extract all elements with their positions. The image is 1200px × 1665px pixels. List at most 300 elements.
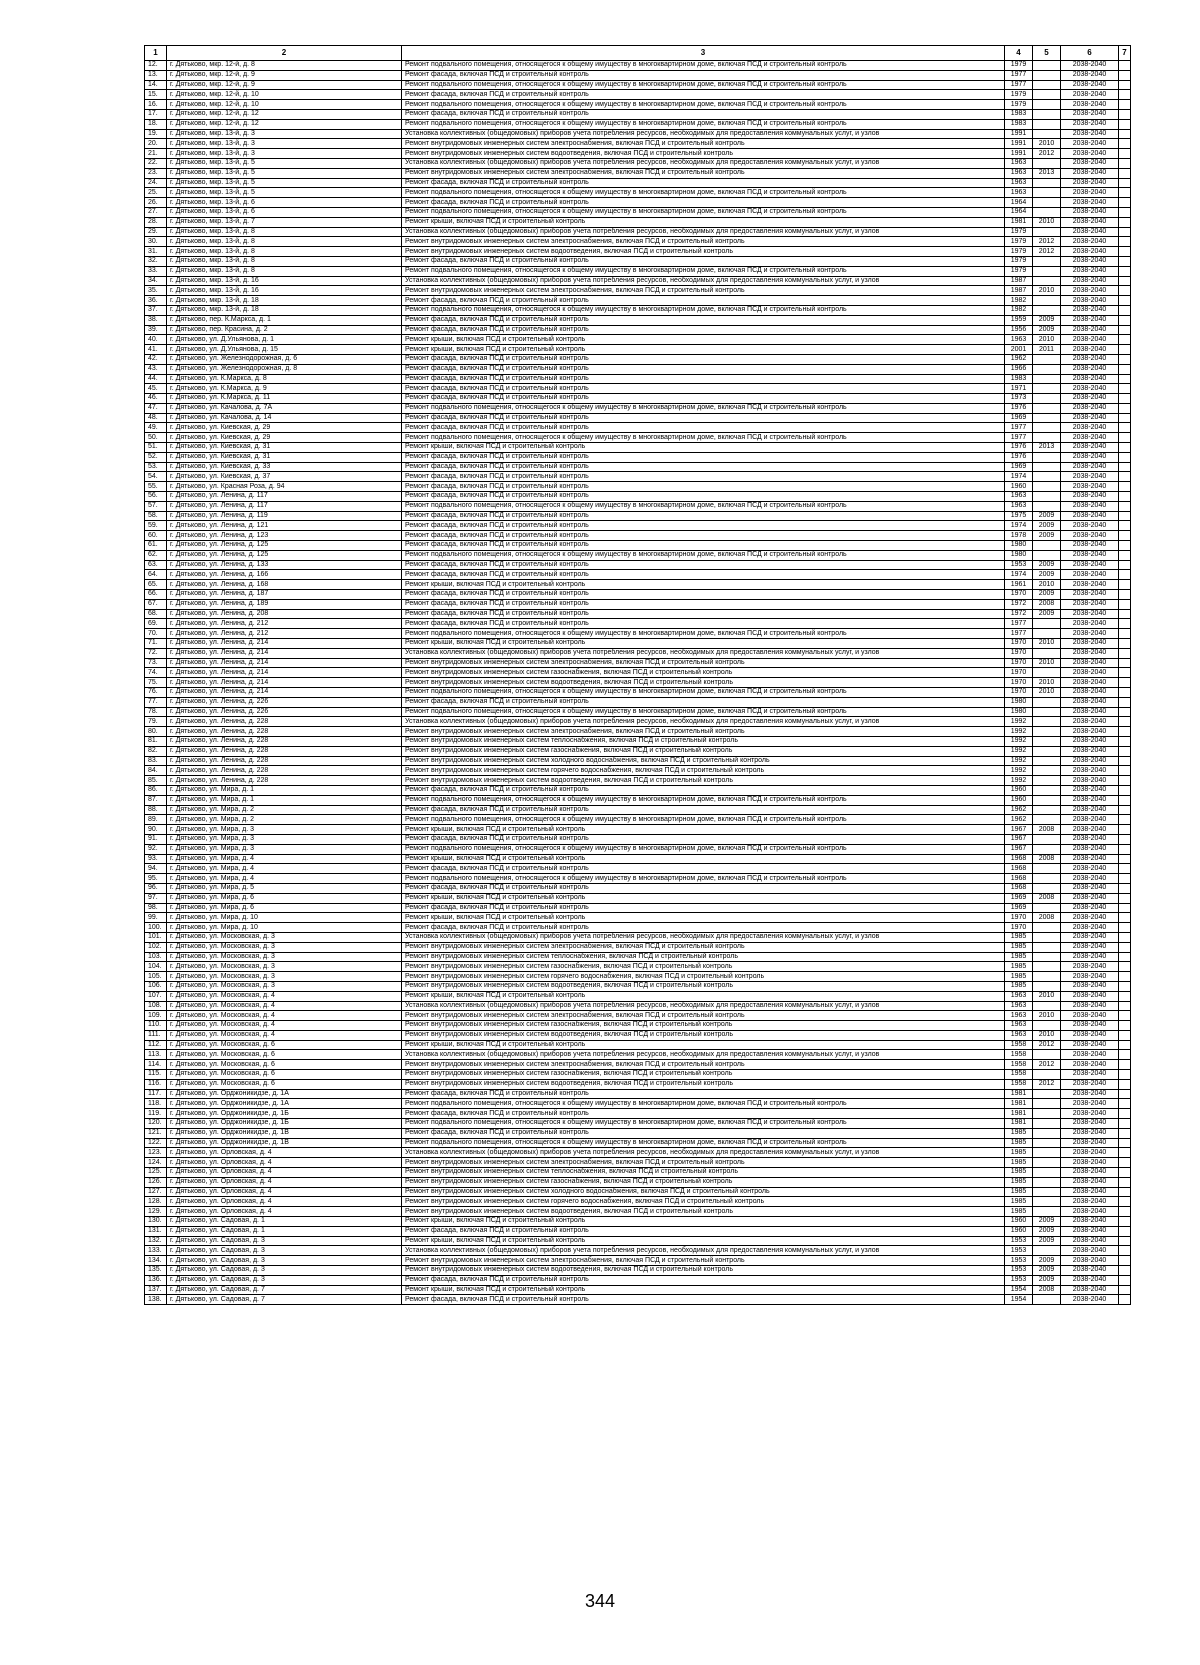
build-year-cell: 1953	[1005, 560, 1033, 570]
row-number-cell: 20.	[145, 139, 167, 149]
row-number-cell: 31.	[145, 247, 167, 257]
empty-cell	[1119, 462, 1131, 472]
work-type-cell: Ремонт фасада, включая ПСД и строительный контроль	[402, 374, 1005, 384]
address-cell: г. Дятьково, ул. Московская, д. 3	[167, 972, 402, 982]
build-year-cell: 1960	[1005, 482, 1033, 492]
planned-period-cell: 2038-2040	[1061, 198, 1119, 208]
last-repair-year-cell	[1033, 374, 1061, 384]
table-row	[145, 482, 1131, 492]
table-row	[145, 198, 1131, 208]
build-year-cell: 1963	[1005, 1001, 1033, 1011]
empty-cell	[1119, 521, 1131, 531]
row-number-cell: 71.	[145, 639, 167, 649]
planned-period-cell: 2038-2040	[1061, 746, 1119, 756]
planned-period-cell: 2038-2040	[1061, 883, 1119, 893]
work-type-cell: Установка коллективных (общедомовых) приборов учета потребления ресурсов, необходимых для предоставления коммунальных услуг, и узлов	[402, 227, 1005, 237]
work-type-cell: Ремонт фасада, включая ПСД и строительный контроль	[402, 394, 1005, 404]
planned-period-cell: 2038-2040	[1061, 139, 1119, 149]
last-repair-year-cell	[1033, 815, 1061, 825]
row-number-cell: 98.	[145, 903, 167, 913]
planned-period-cell: 2038-2040	[1061, 1138, 1119, 1148]
work-type-cell: Ремонт внутридомовых инженерных систем газоснабжения, включая ПСД и строительный контроль	[402, 962, 1005, 972]
address-cell: г. Дятьково, ул. Киевская, д. 37	[167, 472, 402, 482]
build-year-cell: 1985	[1005, 972, 1033, 982]
work-type-cell: Ремонт подвального помещения, относящегося к общему имуществу в многоквартирном доме, включая ПСД и строительный контроль	[402, 61, 1005, 71]
build-year-cell: 1977	[1005, 629, 1033, 639]
address-cell: г. Дятьково, ул. Московская, д. 6	[167, 1040, 402, 1050]
empty-cell	[1119, 403, 1131, 413]
row-number-cell: 75.	[145, 678, 167, 688]
row-number-cell: 115.	[145, 1070, 167, 1080]
table-row	[145, 795, 1131, 805]
build-year-cell: 1982	[1005, 296, 1033, 306]
address-cell: г. Дятьково, ул. Мира, д. 4	[167, 854, 402, 864]
address-cell: г. Дятьково, ул. Садовая, д. 1	[167, 1226, 402, 1236]
address-cell: г. Дятьково, ул. Садовая, д. 7	[167, 1295, 402, 1305]
empty-cell	[1119, 942, 1131, 952]
address-cell: г. Дятьково, ул. Орловская, д. 4	[167, 1158, 402, 1168]
planned-period-cell: 2038-2040	[1061, 1177, 1119, 1187]
row-number-cell: 103.	[145, 952, 167, 962]
row-number-cell: 72.	[145, 648, 167, 658]
row-number-cell: 124.	[145, 1158, 167, 1168]
work-type-cell: Ремонт внутридомовых инженерных систем электроснабжения, включая ПСД и строительный контроль	[402, 139, 1005, 149]
empty-cell	[1119, 932, 1131, 942]
empty-cell	[1119, 1148, 1131, 1158]
table-row	[145, 1099, 1131, 1109]
address-cell: г. Дятьково, ул. Ленина, д. 228	[167, 717, 402, 727]
row-number-cell: 58.	[145, 511, 167, 521]
empty-cell	[1119, 217, 1131, 227]
planned-period-cell: 2038-2040	[1061, 668, 1119, 678]
address-cell: г. Дятьково, ул. Ленина, д. 117	[167, 501, 402, 511]
address-cell: г. Дятьково, ул. Мира, д. 1	[167, 795, 402, 805]
table-row	[145, 1295, 1131, 1305]
work-type-cell: Ремонт фасада, включая ПСД и строительный контроль	[402, 697, 1005, 707]
header-cell-5: 5	[1033, 46, 1061, 61]
address-cell: г. Дятьково, мкр. 13-й, д. 5	[167, 168, 402, 178]
row-number-cell: 39.	[145, 325, 167, 335]
address-cell: г. Дятьково, ул. Д.Ульянова, д. 15	[167, 345, 402, 355]
build-year-cell: 1977	[1005, 70, 1033, 80]
work-type-cell: Ремонт фасада, включая ПСД и строительный контроль	[402, 511, 1005, 521]
build-year-cell: 1992	[1005, 736, 1033, 746]
work-type-cell: Ремонт фасада, включая ПСД и строительный контроль	[402, 325, 1005, 335]
planned-period-cell: 2038-2040	[1061, 413, 1119, 423]
last-repair-year-cell	[1033, 129, 1061, 139]
planned-period-cell: 2038-2040	[1061, 1109, 1119, 1119]
table-row	[145, 276, 1131, 286]
table-row	[145, 247, 1131, 257]
table-row	[145, 952, 1131, 962]
last-repair-year-cell	[1033, 746, 1061, 756]
address-cell: г. Дятьково, ул. Ленина, д. 123	[167, 531, 402, 541]
address-cell: г. Дятьково, мкр. 13-й, д. 5	[167, 158, 402, 168]
work-type-cell: Ремонт внутридомовых инженерных систем теплоснабжения, включая ПСД и строительный контроль	[402, 952, 1005, 962]
planned-period-cell: 2038-2040	[1061, 266, 1119, 276]
planned-period-cell: 2038-2040	[1061, 90, 1119, 100]
build-year-cell: 1985	[1005, 1168, 1033, 1178]
row-number-cell: 99.	[145, 913, 167, 923]
planned-period-cell: 2038-2040	[1061, 433, 1119, 443]
empty-cell	[1119, 599, 1131, 609]
address-cell: г. Дятьково, мкр. 13-й, д. 3	[167, 139, 402, 149]
table-row	[145, 570, 1131, 580]
empty-cell	[1119, 227, 1131, 237]
table-row	[145, 139, 1131, 149]
empty-cell	[1119, 1187, 1131, 1197]
table-row	[145, 580, 1131, 590]
address-cell: г. Дятьково, ул. Мира, д. 6	[167, 893, 402, 903]
empty-cell	[1119, 1119, 1131, 1129]
table-row	[145, 1148, 1131, 1158]
work-type-cell: Ремонт внутридомовых инженерных систем газоснабжения, включая ПСД и строительный контроль	[402, 668, 1005, 678]
empty-cell	[1119, 903, 1131, 913]
empty-cell	[1119, 443, 1131, 453]
empty-cell	[1119, 688, 1131, 698]
planned-period-cell: 2038-2040	[1061, 942, 1119, 952]
empty-cell	[1119, 472, 1131, 482]
planned-period-cell: 2038-2040	[1061, 707, 1119, 717]
row-number-cell: 69.	[145, 619, 167, 629]
work-type-cell: Ремонт фасада, включая ПСД и строительный контроль	[402, 482, 1005, 492]
table-row	[145, 1226, 1131, 1236]
build-year-cell: 1979	[1005, 227, 1033, 237]
table-row	[145, 1275, 1131, 1285]
planned-period-cell: 2038-2040	[1061, 462, 1119, 472]
work-type-cell: Ремонт подвального помещения, относящегося к общему имуществу в многоквартирном доме, включая ПСД и строительный контроль	[402, 188, 1005, 198]
last-repair-year-cell	[1033, 550, 1061, 560]
work-type-cell: Ремонт фасада, включая ПСД и строительный контроль	[402, 531, 1005, 541]
last-repair-year-cell	[1033, 256, 1061, 266]
last-repair-year-cell: 2010	[1033, 286, 1061, 296]
last-repair-year-cell	[1033, 619, 1061, 629]
row-number-cell: 82.	[145, 746, 167, 756]
work-type-cell: Установка коллективных (общедомовых) приборов учета потребления ресурсов, необходимых для предоставления коммунальных услуг, и узлов	[402, 648, 1005, 658]
build-year-cell: 1985	[1005, 1197, 1033, 1207]
table-row	[145, 1207, 1131, 1217]
table-row	[145, 1060, 1131, 1070]
build-year-cell: 1958	[1005, 1040, 1033, 1050]
row-number-cell: 68.	[145, 609, 167, 619]
planned-period-cell: 2038-2040	[1061, 119, 1119, 129]
build-year-cell: 1960	[1005, 1226, 1033, 1236]
last-repair-year-cell	[1033, 1207, 1061, 1217]
build-year-cell: 1974	[1005, 570, 1033, 580]
last-repair-year-cell	[1033, 648, 1061, 658]
planned-period-cell: 2038-2040	[1061, 952, 1119, 962]
table-row	[145, 129, 1131, 139]
table-row	[145, 942, 1131, 952]
last-repair-year-cell	[1033, 70, 1061, 80]
last-repair-year-cell: 2010	[1033, 688, 1061, 698]
last-repair-year-cell: 2010	[1033, 217, 1061, 227]
address-cell: г. Дятьково, мкр. 13-й, д. 5	[167, 188, 402, 198]
row-number-cell: 133.	[145, 1246, 167, 1256]
address-cell: г. Дятьково, ул. Орджоникидзе, д. 1А	[167, 1099, 402, 1109]
address-cell: г. Дятьково, ул. Ленина, д. 208	[167, 609, 402, 619]
table-row	[145, 1079, 1131, 1089]
build-year-cell: 1972	[1005, 609, 1033, 619]
last-repair-year-cell	[1033, 80, 1061, 90]
last-repair-year-cell: 2009	[1033, 1236, 1061, 1246]
address-cell: г. Дятьково, мкр. 13-й, д. 18	[167, 296, 402, 306]
empty-cell	[1119, 325, 1131, 335]
table-row	[145, 550, 1131, 560]
last-repair-year-cell: 2008	[1033, 893, 1061, 903]
row-number-cell: 118.	[145, 1099, 167, 1109]
row-number-cell: 27.	[145, 207, 167, 217]
work-type-cell: Ремонт крыши, включая ПСД и строительный контроль	[402, 1285, 1005, 1295]
empty-cell	[1119, 315, 1131, 325]
address-cell: г. Дятьково, мкр. 12-й, д. 9	[167, 80, 402, 90]
work-type-cell: Ремонт фасада, включая ПСД и строительный контроль	[402, 70, 1005, 80]
row-number-cell: 93.	[145, 854, 167, 864]
last-repair-year-cell	[1033, 1148, 1061, 1158]
build-year-cell: 1987	[1005, 286, 1033, 296]
table-row	[145, 178, 1131, 188]
last-repair-year-cell: 2009	[1033, 570, 1061, 580]
table-row	[145, 1089, 1131, 1099]
empty-cell	[1119, 1011, 1131, 1021]
table-row	[145, 1197, 1131, 1207]
row-number-cell: 43.	[145, 364, 167, 374]
planned-period-cell: 2038-2040	[1061, 580, 1119, 590]
planned-period-cell: 2038-2040	[1061, 511, 1119, 521]
last-repair-year-cell	[1033, 874, 1061, 884]
planned-period-cell: 2038-2040	[1061, 423, 1119, 433]
last-repair-year-cell: 2009	[1033, 1217, 1061, 1227]
row-number-cell: 84.	[145, 766, 167, 776]
last-repair-year-cell: 2012	[1033, 149, 1061, 159]
planned-period-cell: 2038-2040	[1061, 109, 1119, 119]
planned-period-cell: 2038-2040	[1061, 1168, 1119, 1178]
work-type-cell: Ремонт подвального помещения, относящегося к общему имуществу в многоквартирном доме, включая ПСД и строительный контроль	[402, 795, 1005, 805]
planned-period-cell: 2038-2040	[1061, 1021, 1119, 1031]
table-row	[145, 1177, 1131, 1187]
work-type-cell: Ремонт крыши, включая ПСД и строительный контроль	[402, 335, 1005, 345]
row-number-cell: 15.	[145, 90, 167, 100]
address-cell: г. Дятьково, ул. Московская, д. 4	[167, 1030, 402, 1040]
build-year-cell: 1985	[1005, 952, 1033, 962]
header-cell-3: 3	[402, 46, 1005, 61]
last-repair-year-cell	[1033, 296, 1061, 306]
address-cell: г. Дятьково, ул. Ленина, д. 228	[167, 736, 402, 746]
work-type-cell: Ремонт внутридомовых инженерных систем водоотведения, включая ПСД и строительный контроль	[402, 149, 1005, 159]
address-cell: г. Дятьково, ул. Ленина, д. 214	[167, 658, 402, 668]
empty-cell	[1119, 962, 1131, 972]
empty-cell	[1119, 511, 1131, 521]
work-type-cell: Ремонт подвального помещения, относящегося к общему имуществу в многоквартирном доме, включая ПСД и строительный контроль	[402, 874, 1005, 884]
table-row	[145, 188, 1131, 198]
empty-cell	[1119, 854, 1131, 864]
empty-cell	[1119, 678, 1131, 688]
work-type-cell: Ремонт фасада, включая ПСД и строительный контроль	[402, 413, 1005, 423]
last-repair-year-cell	[1033, 756, 1061, 766]
row-number-cell: 91.	[145, 834, 167, 844]
last-repair-year-cell	[1033, 1050, 1061, 1060]
last-repair-year-cell	[1033, 354, 1061, 364]
address-cell: г. Дятьково, мкр. 13-й, д. 3	[167, 149, 402, 159]
address-cell: г. Дятьково, ул. Ленина, д. 228	[167, 727, 402, 737]
address-cell: г. Дятьково, ул. Садовая, д. 1	[167, 1217, 402, 1227]
table-row	[145, 1266, 1131, 1276]
work-type-cell: Ремонт внутридомовых инженерных систем водоотведения, включая ПСД и строительный контроль	[402, 1079, 1005, 1089]
build-year-cell: 1985	[1005, 1158, 1033, 1168]
build-year-cell: 1981	[1005, 1119, 1033, 1129]
empty-cell	[1119, 335, 1131, 345]
work-type-cell: Ремонт фасада, включая ПСД и строительный контроль	[402, 834, 1005, 844]
planned-period-cell: 2038-2040	[1061, 785, 1119, 795]
last-repair-year-cell: 2008	[1033, 825, 1061, 835]
planned-period-cell: 2038-2040	[1061, 736, 1119, 746]
last-repair-year-cell: 2012	[1033, 237, 1061, 247]
row-number-cell: 50.	[145, 433, 167, 443]
address-cell: г. Дятьково, ул. Московская, д. 4	[167, 1001, 402, 1011]
row-number-cell: 136.	[145, 1275, 167, 1285]
address-cell: г. Дятьково, ул. Киевская, д. 31	[167, 452, 402, 462]
work-type-cell: Ремонт подвального помещения, относящегося к общему имуществу в многоквартирном доме, включая ПСД и строительный контроль	[402, 501, 1005, 511]
build-year-cell: 1973	[1005, 394, 1033, 404]
capital-repair-table	[144, 45, 1131, 1305]
table-row	[145, 90, 1131, 100]
last-repair-year-cell: 2010	[1033, 658, 1061, 668]
last-repair-year-cell: 2012	[1033, 1079, 1061, 1089]
address-cell: г. Дятьково, ул. Орджоникидзе, д. 1В	[167, 1138, 402, 1148]
address-cell: г. Дятьково, ул. Орловская, д. 4	[167, 1168, 402, 1178]
planned-period-cell: 2038-2040	[1061, 874, 1119, 884]
planned-period-cell: 2038-2040	[1061, 981, 1119, 991]
table-row	[145, 61, 1131, 71]
empty-cell	[1119, 237, 1131, 247]
row-number-cell: 119.	[145, 1109, 167, 1119]
empty-cell	[1119, 981, 1131, 991]
work-type-cell: Установка коллективных (общедомовых) приборов учета потребления ресурсов, необходимых для предоставления коммунальных услуг, и узлов	[402, 158, 1005, 168]
last-repair-year-cell: 2009	[1033, 1275, 1061, 1285]
table-row	[145, 1001, 1131, 1011]
planned-period-cell: 2038-2040	[1061, 168, 1119, 178]
planned-period-cell: 2038-2040	[1061, 492, 1119, 502]
build-year-cell: 1960	[1005, 785, 1033, 795]
empty-cell	[1119, 394, 1131, 404]
work-type-cell: Установка коллективных (общедомовых) приборов учета потребления ресурсов, необходимых для предоставления коммунальных услуг, и узлов	[402, 129, 1005, 139]
address-cell: г. Дятьково, ул. Садовая, д. 7	[167, 1285, 402, 1295]
row-number-cell: 127.	[145, 1187, 167, 1197]
row-number-cell: 122.	[145, 1138, 167, 1148]
work-type-cell: Ремонт крыши, включая ПСД и строительный контроль	[402, 443, 1005, 453]
work-type-cell: Ремонт фасада, включая ПСД и строительный контроль	[402, 354, 1005, 364]
empty-cell	[1119, 629, 1131, 639]
address-cell: г. Дятьково, ул. Орджоникидзе, д. 1Б	[167, 1109, 402, 1119]
build-year-cell: 1977	[1005, 433, 1033, 443]
build-year-cell: 1976	[1005, 443, 1033, 453]
empty-cell	[1119, 1168, 1131, 1178]
address-cell: г. Дятьково, ул. Московская, д. 4	[167, 1011, 402, 1021]
build-year-cell: 1985	[1005, 1187, 1033, 1197]
last-repair-year-cell	[1033, 1187, 1061, 1197]
planned-period-cell: 2038-2040	[1061, 374, 1119, 384]
planned-period-cell: 2038-2040	[1061, 70, 1119, 80]
build-year-cell: 1963	[1005, 1021, 1033, 1031]
address-cell: г. Дятьково, мкр. 12-й, д. 10	[167, 90, 402, 100]
work-type-cell: Ремонт крыши, включая ПСД и строительный контроль	[402, 825, 1005, 835]
empty-cell	[1119, 1207, 1131, 1217]
build-year-cell: 1962	[1005, 815, 1033, 825]
last-repair-year-cell: 2010	[1033, 139, 1061, 149]
work-type-cell: Ремонт фасада, включая ПСД и строительный контроль	[402, 1295, 1005, 1305]
row-number-cell: 55.	[145, 482, 167, 492]
row-number-cell: 34.	[145, 276, 167, 286]
empty-cell	[1119, 1217, 1131, 1227]
work-type-cell: Ремонт фасада, включая ПСД и строительный контроль	[402, 364, 1005, 374]
build-year-cell: 1992	[1005, 756, 1033, 766]
last-repair-year-cell: 2009	[1033, 325, 1061, 335]
table-row	[145, 1021, 1131, 1031]
table-row	[145, 834, 1131, 844]
planned-period-cell: 2038-2040	[1061, 766, 1119, 776]
row-number-cell: 16.	[145, 100, 167, 110]
build-year-cell: 1970	[1005, 923, 1033, 933]
table-row	[145, 433, 1131, 443]
empty-cell	[1119, 1021, 1131, 1031]
address-cell: г. Дятьково, мкр. 13-й, д. 5	[167, 178, 402, 188]
build-year-cell: 1991	[1005, 139, 1033, 149]
work-type-cell: Ремонт внутридомовых инженерных систем горячего водоснабжения, включая ПСД и строительный контроль	[402, 972, 1005, 982]
row-number-cell: 32.	[145, 256, 167, 266]
empty-cell	[1119, 736, 1131, 746]
empty-cell	[1119, 1158, 1131, 1168]
last-repair-year-cell: 2011	[1033, 345, 1061, 355]
empty-cell	[1119, 1050, 1131, 1060]
address-cell: г. Дятьково, ул. Мира, д. 5	[167, 883, 402, 893]
row-number-cell: 46.	[145, 394, 167, 404]
row-number-cell: 35.	[145, 286, 167, 296]
address-cell: г. Дятьково, мкр. 13-й, д. 8	[167, 256, 402, 266]
work-type-cell: Ремонт фасада, включая ПСД и строительный контроль	[402, 599, 1005, 609]
work-type-cell: Ремонт фасада, включая ПСД и строительный контроль	[402, 570, 1005, 580]
table-row	[145, 1256, 1131, 1266]
build-year-cell: 1970	[1005, 678, 1033, 688]
build-year-cell: 1979	[1005, 61, 1033, 71]
row-number-cell: 100.	[145, 923, 167, 933]
build-year-cell: 1954	[1005, 1285, 1033, 1295]
work-type-cell: Ремонт фасада, включая ПСД и строительный контроль	[402, 462, 1005, 472]
build-year-cell: 1970	[1005, 590, 1033, 600]
work-type-cell: Ремонт внутридомовых инженерных систем электроснабжения, включая ПСД и строительный контроль	[402, 942, 1005, 952]
empty-cell	[1119, 80, 1131, 90]
empty-cell	[1119, 1285, 1131, 1295]
empty-cell	[1119, 1275, 1131, 1285]
work-type-cell: Ремонт внутридомовых инженерных систем водоотведения, включая ПСД и строительный контроль	[402, 1207, 1005, 1217]
last-repair-year-cell: 2009	[1033, 521, 1061, 531]
address-cell: г. Дятьково, ул. Ленина, д. 226	[167, 707, 402, 717]
planned-period-cell: 2038-2040	[1061, 472, 1119, 482]
header-cell-4: 4	[1005, 46, 1033, 61]
build-year-cell: 1958	[1005, 1070, 1033, 1080]
last-repair-year-cell	[1033, 668, 1061, 678]
planned-period-cell: 2038-2040	[1061, 207, 1119, 217]
empty-cell	[1119, 864, 1131, 874]
address-cell: г. Дятьково, мкр. 13-й, д. 6	[167, 207, 402, 217]
last-repair-year-cell	[1033, 452, 1061, 462]
row-number-cell: 89.	[145, 815, 167, 825]
build-year-cell: 1968	[1005, 874, 1033, 884]
table-row	[145, 668, 1131, 678]
last-repair-year-cell	[1033, 100, 1061, 110]
planned-period-cell: 2038-2040	[1061, 100, 1119, 110]
table-row	[145, 158, 1131, 168]
address-cell: г. Дятьково, пер. Красина, д. 2	[167, 325, 402, 335]
